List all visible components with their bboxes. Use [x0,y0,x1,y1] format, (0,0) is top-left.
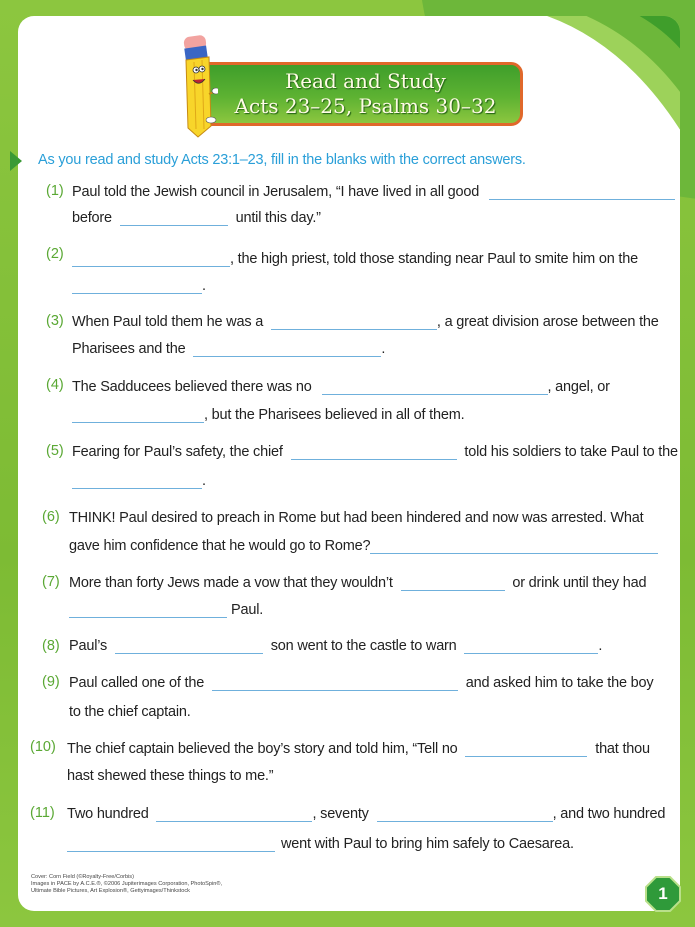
image-credits [31,874,222,895]
question-text: Two hundred [67,806,149,822]
question-4-line-1 [72,379,610,395]
question-text: went with Paul to bring him safely to Caesarea. [281,836,574,852]
question-3-line-1 [72,314,659,330]
question-text: The chief captain believed the boy’s story and told him, “Tell no [67,741,458,757]
question-text: Paul told the Jewish council in Jerusalem, “I have lived in all good [72,184,480,200]
question-text: The Sadducees believed there was no [72,379,312,395]
question-text: . [598,638,603,654]
question-text: Fearing for Paul’s safety, the chief [72,444,283,460]
question-text: son went to the castle to warn [270,638,457,654]
question-number: (2) [46,246,64,262]
question-text: . [202,278,206,294]
question-text: , and two hundred [552,806,666,822]
answer-blank[interactable] [115,639,263,654]
question-number: (4) [46,377,64,393]
answer-blank[interactable] [72,252,230,267]
instruction-text: As you read and study Acts 23:1–23, fill in the blanks with the correct answers. [38,152,526,168]
credit-line: Cover: Corn Field (©Royalty-Free/Corbis) [31,874,134,880]
question-11-line-2 [67,836,574,852]
question-text: Pharisees and the [72,341,186,357]
answer-blank[interactable] [291,445,457,460]
question-number: (6) [42,509,60,525]
question-1-line-1 [72,184,675,200]
question-text: , the high priest, told those standing near Paul to smite him on the [230,251,638,267]
question-text: Paul. [231,602,264,618]
question-10-line-1 [67,741,650,757]
answer-blank[interactable] [464,639,598,654]
question-number: (5) [46,443,64,459]
question-text: before [72,210,112,226]
question-text: , but the Pharisees believed in all of them. [204,407,465,423]
question-number: (9) [42,674,60,690]
title-banner [190,62,523,126]
question-text: THINK! Paul desired to preach in Rome but had been hindered and now was arrested. What [69,510,644,526]
question-text: until this day.” [235,210,321,226]
question-9-line-2 [69,704,191,720]
question-text: told his soldiers to take Paul to the [464,444,678,460]
answer-blank[interactable] [212,676,458,691]
question-text: or drink until they had [512,575,647,591]
pencil-mascot-icon [178,34,218,138]
answer-blank[interactable] [370,539,658,554]
question-text: More than forty Jews made a vow that they wouldn’t [69,575,393,591]
question-text: Paul’s [69,638,108,654]
question-text: , angel, or [547,379,610,395]
answer-blank[interactable] [489,185,675,200]
question-text: When Paul told them he was a [72,314,264,330]
answer-blank[interactable] [72,474,202,489]
question-number: (11) [30,805,55,821]
question-4-line-2 [72,407,464,423]
credit-line: Images in PACE by A.C.E.®, ©2006 Jupiterimages Corporation, PhotoSpin®, [31,881,223,887]
question-2-line-2 [72,278,206,294]
question-6-line-1 [69,510,643,526]
answer-blank[interactable] [72,279,202,294]
question-text: , a great division arose between the [436,314,659,330]
answer-blank[interactable] [67,837,275,852]
page-number-badge [645,876,681,912]
answer-blank[interactable] [193,342,381,357]
question-5-line-2 [72,473,206,489]
question-text: hast shewed these things to me.” [67,768,274,784]
answer-blank[interactable] [120,211,228,226]
question-number: (10) [30,739,56,755]
answer-blank[interactable] [271,315,437,330]
page-number: 1 [658,884,668,903]
question-number: (1) [46,183,64,199]
question-text: gave him confidence that he would go to Rome? [69,538,371,554]
question-text: . [381,341,386,357]
question-text: to the chief captain. [69,704,191,720]
answer-blank[interactable] [156,807,312,822]
question-8-line-1 [69,638,602,654]
question-text: Paul called one of the [69,675,205,691]
answer-blank[interactable] [401,576,505,591]
answer-blank[interactable] [377,807,553,822]
question-5-line-1 [72,444,678,460]
answer-blank[interactable] [72,408,204,423]
question-7-line-1 [69,575,646,591]
title-line-1: Read and Study [285,69,446,93]
question-7-line-2 [69,602,263,618]
question-2-line-1 [72,251,638,267]
instruction-arrow-icon [10,151,22,171]
question-3-line-2 [72,341,385,357]
question-11-line-1 [67,806,665,822]
question-number: (8) [42,638,60,654]
question-text: . [202,473,206,489]
answer-blank[interactable] [465,742,587,757]
question-1-line-2 [72,210,321,226]
question-9-line-1 [69,675,653,691]
title-line-2: Acts 23–25, Psalms 30–32 [234,94,497,118]
question-6-line-2 [69,538,658,554]
question-10-line-2 [67,768,273,784]
answer-blank[interactable] [322,380,548,395]
question-number: (3) [46,313,64,329]
question-text: that thou [595,741,650,757]
question-number: (7) [42,574,60,590]
answer-blank[interactable] [69,603,227,618]
credit-line: Ultimate Bible Pictures, Art Explosion®, Gettyimages/Thinkstock [31,888,190,894]
question-text: , seventy [312,806,369,822]
question-text: and asked him to take the boy [465,675,654,691]
